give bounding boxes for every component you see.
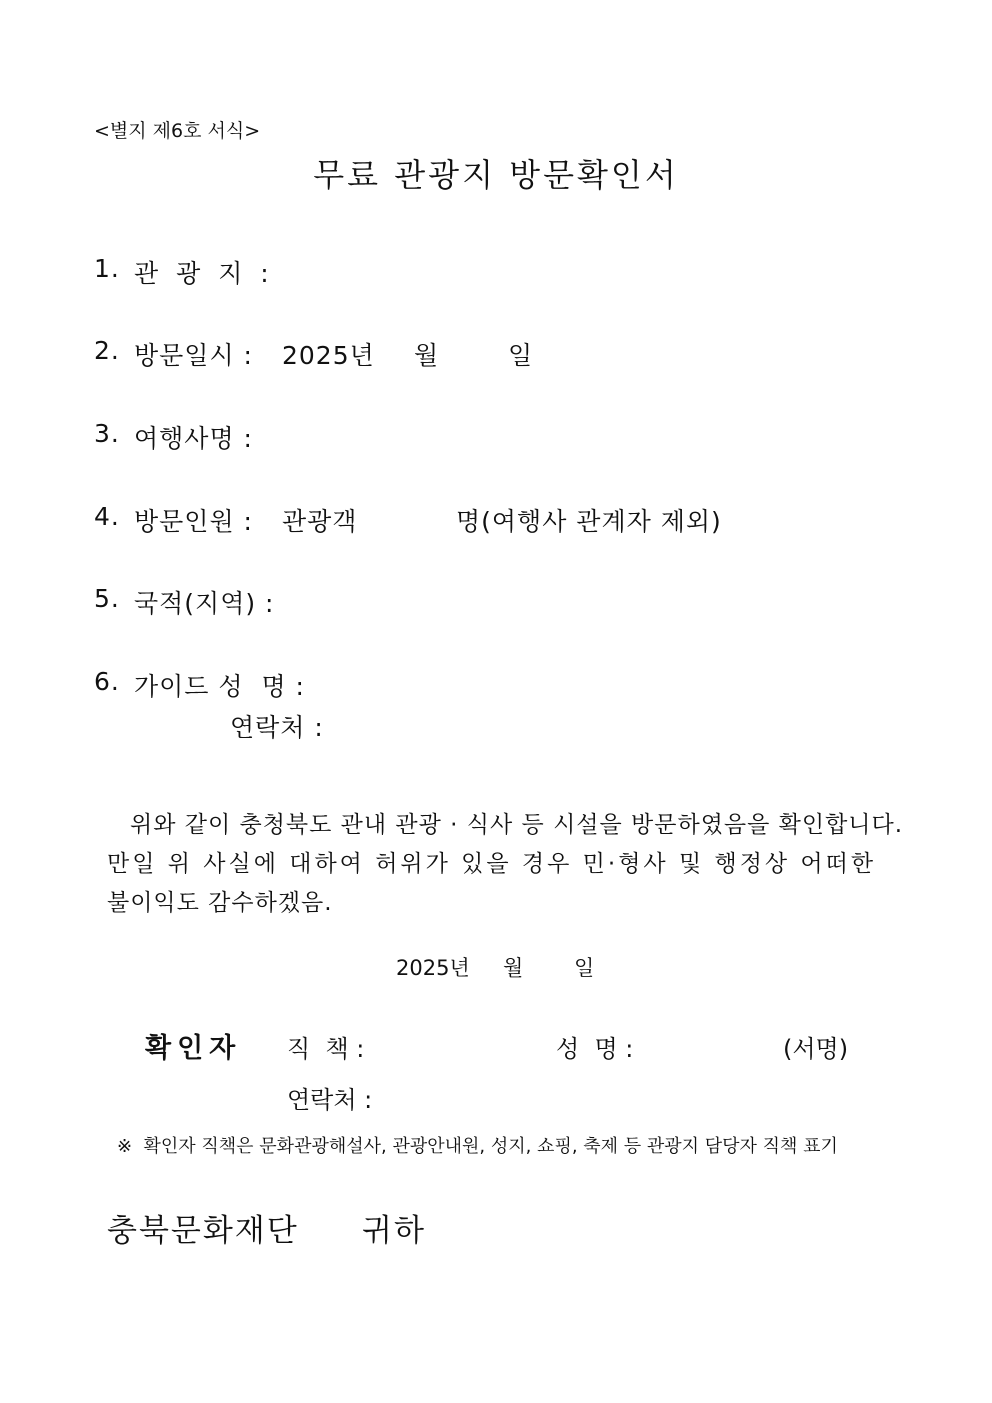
- field-2-day: 일: [508, 341, 534, 370]
- field-3-number: 3.: [94, 419, 120, 448]
- declaration-line-1: 위와 같이 충청북도 관내 관광 · 식사 등 시설을 방문하였음을 확인합니다.: [130, 812, 904, 838]
- field-1-number: 1.: [94, 254, 120, 283]
- field-2-label: 방문일시 :: [134, 341, 253, 370]
- field-2-number: 2.: [94, 336, 120, 365]
- field-6-number: 6.: [94, 667, 120, 696]
- page-title: 무료 관광지 방문확인서: [313, 156, 679, 194]
- date-year: 2025년: [396, 956, 470, 980]
- field-4-prefix: 관광객: [282, 507, 358, 536]
- signer-name-label: 성 명 :: [556, 1035, 634, 1063]
- signer-label: 확인자: [145, 1033, 242, 1064]
- date-month: 월: [503, 956, 524, 980]
- field-6-sublabel: 연락처 :: [230, 713, 324, 742]
- date-day: 일: [574, 956, 595, 980]
- field-1-label: 관 광 지 :: [134, 259, 274, 288]
- declaration-line-2: 만일 위 사실에 대하여 허위가 있을 경우 민·형사 및 행정상 어떠한: [107, 851, 877, 877]
- signer-position-label: 직 책 :: [287, 1035, 365, 1063]
- form-reference: <별지 제6호 서식>: [94, 120, 261, 142]
- field-5-number: 5.: [94, 584, 120, 613]
- field-2-year: 2025년: [282, 341, 375, 370]
- field-4-label: 방문인원 :: [134, 507, 253, 536]
- declaration-line-3: 불이익도 감수하겠음.: [107, 890, 333, 916]
- signer-contact-label: 연락처 :: [287, 1086, 373, 1114]
- field-3-label: 여행사명 :: [134, 424, 253, 453]
- recipient-organization: 충북문화재단: [107, 1213, 299, 1249]
- footnote: ※ 확인자 직책은 문화관광해설사, 관광안내원, 성지, 쇼핑, 축제 등 관광지 담당자 직책 표기: [117, 1136, 838, 1157]
- field-4-suffix: 명(여행사 관계자 제외): [456, 507, 722, 536]
- field-6-label: 가이드 성 명 :: [134, 672, 305, 701]
- field-5-label: 국적(지역) :: [134, 589, 275, 618]
- field-4-number: 4.: [94, 502, 120, 531]
- field-2-month: 월: [414, 341, 440, 370]
- recipient-honorific: 귀하: [362, 1213, 426, 1249]
- signer-signature: (서명): [783, 1035, 849, 1063]
